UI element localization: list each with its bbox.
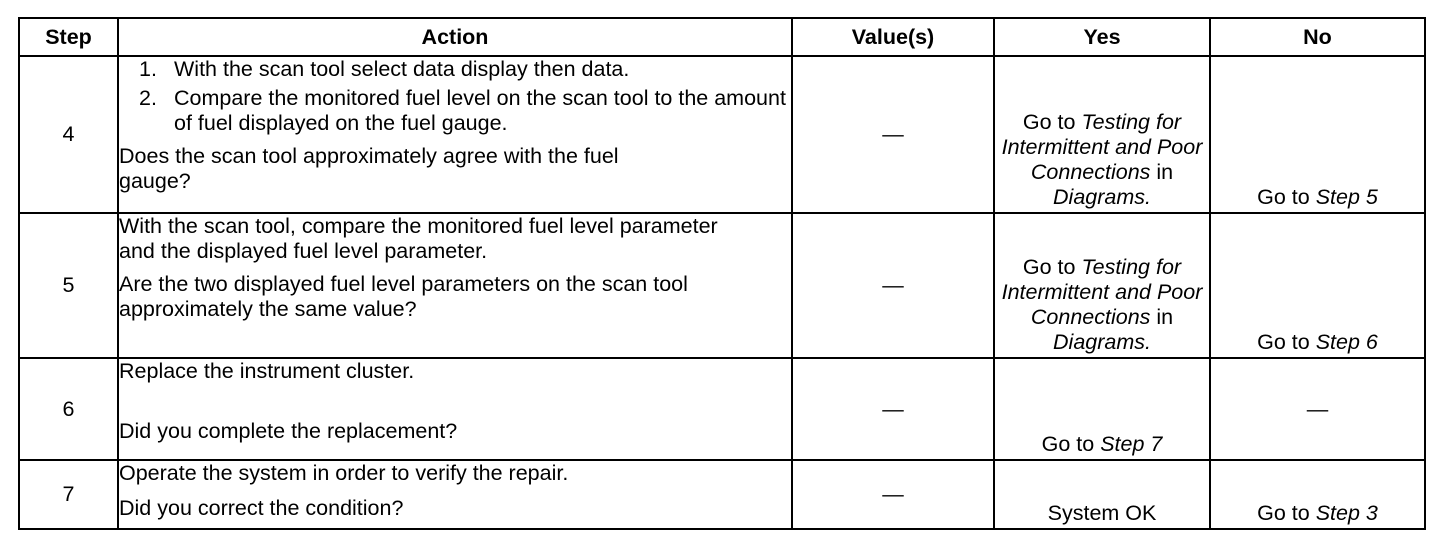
value-cell	[792, 213, 994, 358]
dash: —	[882, 482, 904, 506]
header-yes: Yes	[994, 18, 1210, 56]
yes-section: Diagrams.	[1053, 185, 1151, 209]
header-action: Action	[118, 18, 792, 56]
dash: —	[882, 396, 904, 421]
action-cell	[118, 213, 792, 358]
action-list-item: 1. With the scan tool select data display then data.	[139, 57, 630, 81]
step-number: 7	[19, 460, 118, 529]
action-text: Replace the instrument cluster.	[119, 359, 415, 383]
table-row-step-7	[19, 460, 1425, 529]
action-cell	[118, 358, 792, 460]
dash: —	[882, 122, 904, 146]
yes-section: Diagrams.	[1053, 330, 1151, 354]
yes-link[interactable]: Testing for Intermittent and Poor Connections	[1001, 255, 1203, 329]
header-step: Step	[19, 18, 118, 56]
no-cell	[1210, 358, 1425, 460]
dash: —	[882, 273, 904, 297]
no-cell: Go to Step 5	[1210, 56, 1425, 213]
header-row	[19, 18, 1425, 56]
no-link[interactable]: Step 3	[1315, 501, 1378, 525]
diagnostic-table	[18, 17, 1426, 530]
action-cell	[118, 56, 792, 213]
no-link[interactable]: Step 5	[1315, 185, 1378, 209]
no-cell: Go to Step 3	[1210, 460, 1425, 529]
table-row-step-6	[19, 358, 1425, 460]
value-cell	[792, 460, 994, 529]
action-cell	[118, 460, 792, 529]
step-number: 5	[19, 213, 118, 358]
step-number: 6	[19, 358, 118, 460]
no-link[interactable]: Step 6	[1315, 330, 1378, 354]
header-values: Value(s)	[792, 18, 994, 56]
yes-link[interactable]: Testing for Intermittent and Poor Connections	[1001, 110, 1203, 184]
header-no: No	[1210, 18, 1425, 56]
dash: —	[1306, 396, 1329, 421]
action-question: Are the two displayed fuel level parameters on the scan tool approximately the same value?	[119, 272, 688, 321]
action-question: Did you complete the replacement?	[119, 419, 458, 443]
value-cell	[792, 56, 994, 213]
table-row-step-4	[19, 56, 1425, 213]
step-number: 4	[19, 56, 118, 213]
yes-link[interactable]: Step 7	[1100, 432, 1163, 456]
no-cell: Go to Step 6	[1210, 213, 1425, 358]
table-row-step-5	[19, 213, 1425, 358]
yes-text: System OK	[1047, 501, 1157, 525]
action-text: With the scan tool, compare the monitored fuel level parameter and the displayed fuel level parameter.	[119, 214, 718, 263]
yes-cell: Go to Testing for Intermittent and Poor Connections in Diagrams.	[994, 213, 1210, 358]
yes-cell: Go to Testing for Intermittent and Poor Connections in Diagrams.	[994, 56, 1210, 213]
action-text: Operate the system in order to verify the repair.	[119, 461, 569, 485]
value-cell	[792, 358, 994, 460]
action-question: Did you correct the condition?	[119, 496, 404, 520]
action-question: Does the scan tool approximately agree with the fuel gauge?	[119, 144, 619, 193]
yes-cell	[994, 460, 1210, 529]
yes-cell: Go to Step 7	[994, 358, 1210, 460]
action-list-item: 2. Compare the monitored fuel level on the scan tool to the amount of fuel displayed on the fuel gauge.	[139, 86, 786, 135]
